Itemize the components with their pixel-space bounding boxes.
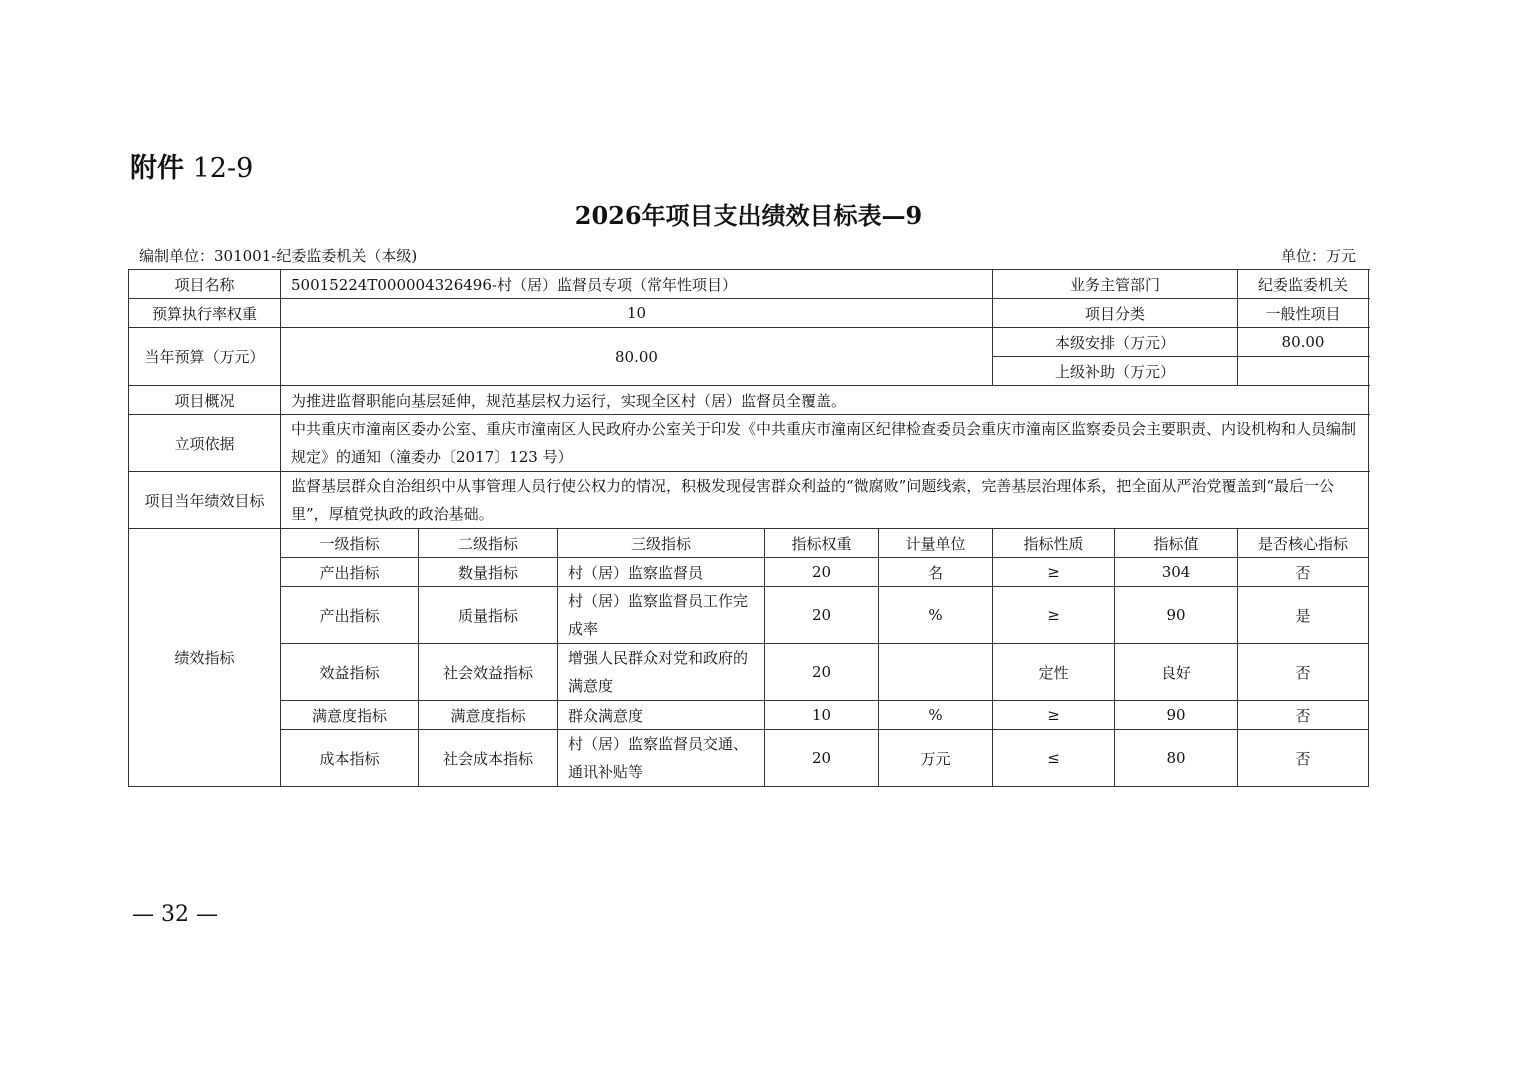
weight-value: 10 — [281, 299, 993, 328]
overview-value: 为推进监督职能向基层延伸，规范基层权力运行，实现全区村（居）监督员全覆盖。 — [281, 386, 1369, 415]
table-row — [129, 701, 1369, 730]
row-project-name — [129, 270, 1369, 299]
currency-unit: 单位：万元 — [1280, 247, 1356, 265]
value-cell: 90 — [1115, 701, 1238, 730]
weight-cell: 20 — [765, 587, 879, 644]
row-budget — [129, 328, 1369, 357]
perf-label: 绩效指标 — [129, 529, 281, 787]
basis-value: 中共重庆市潼南区委办公室、重庆市潼南区人民政府办公室关于印发《中共重庆市潼南区纪律检查委员会重庆市潼南区监察委员会主要职责、内设机构和人员编制规定》的通知（潼委办〔2017〕123 号） — [281, 415, 1369, 472]
project-name-label: 项目名称 — [129, 270, 281, 299]
core-cell: 否 — [1238, 558, 1369, 587]
attachment-heading — [130, 146, 253, 185]
value-cell: 90 — [1115, 587, 1238, 644]
nature-cell: 定性 — [993, 644, 1115, 701]
row-overview — [129, 386, 1369, 415]
table-row — [129, 730, 1369, 787]
row-weight — [129, 299, 1369, 328]
unit-cell — [879, 644, 993, 701]
value-cell: 良好 — [1115, 644, 1238, 701]
budget-value: 80.00 — [281, 328, 993, 386]
core-cell: 否 — [1238, 701, 1369, 730]
subsidy-label: 上级补助（万元） — [993, 357, 1238, 386]
goal-label: 项目当年绩效目标 — [129, 472, 281, 529]
level2-cell: 质量指标 — [419, 587, 558, 644]
value-cell: 80 — [1115, 730, 1238, 787]
nature-cell: ≥ — [993, 701, 1115, 730]
attachment-label: 附件 — [130, 153, 184, 184]
value-cell: 304 — [1115, 558, 1238, 587]
header-weight: 指标权重 — [765, 529, 879, 558]
weight-cell: 20 — [765, 730, 879, 787]
row-basis — [129, 415, 1369, 472]
nature-cell: ≥ — [993, 558, 1115, 587]
weight-label: 预算执行率权重 — [129, 299, 281, 328]
page-title: 2026年项目支出绩效目标表—9 — [574, 201, 923, 230]
level2-cell: 数量指标 — [419, 558, 558, 587]
nature-cell: ≥ — [993, 587, 1115, 644]
level2-cell: 社会成本指标 — [419, 730, 558, 787]
level1-cell: 成本指标 — [281, 730, 419, 787]
unit-cell: % — [879, 587, 993, 644]
local-value: 80.00 — [1238, 328, 1369, 357]
table-row — [129, 587, 1369, 644]
level1-cell: 产出指标 — [281, 587, 419, 644]
performance-table — [128, 269, 1369, 787]
header-unit: 计量单位 — [879, 529, 993, 558]
header-core: 是否核心指标 — [1238, 529, 1369, 558]
header-level1: 一级指标 — [281, 529, 419, 558]
unit-cell: % — [879, 701, 993, 730]
level1-cell: 产出指标 — [281, 558, 419, 587]
row-goal — [129, 472, 1369, 529]
dept-label: 业务主管部门 — [993, 270, 1238, 299]
level1-cell: 满意度指标 — [281, 701, 419, 730]
project-name-value: 50015224T000004326496-村（居）监督员专项（常年性项目） — [281, 270, 993, 299]
level1-cell: 效益指标 — [281, 644, 419, 701]
local-label: 本级安排（万元） — [993, 328, 1238, 357]
weight-cell: 10 — [765, 701, 879, 730]
weight-cell: 20 — [765, 558, 879, 587]
compiling-unit: 编制单位：301001-纪委监委机关（本级) — [139, 247, 418, 265]
category-value: 一般性项目 — [1238, 299, 1369, 328]
unit-cell: 名 — [879, 558, 993, 587]
header-level2: 二级指标 — [419, 529, 558, 558]
header-nature: 指标性质 — [993, 529, 1115, 558]
dept-value: 纪委监委机关 — [1238, 270, 1369, 299]
level3-cell: 村（居）监察监督员交通、通讯补贴等 — [558, 730, 765, 787]
overview-label: 项目概况 — [129, 386, 281, 415]
indicator-header-row — [129, 529, 1369, 558]
attachment-number: 12-9 — [192, 153, 254, 184]
goal-value: 监督基层群众自治组织中从事管理人员行使公权力的情况，积极发现侵害群众利益的“微腐败”问题线索，完善基层治理体系，把全面从严治党覆盖到“最后一公里”，厚植党执政的政治基础。 — [281, 472, 1369, 529]
level2-cell: 满意度指标 — [419, 701, 558, 730]
level3-cell: 村（居）监察监督员工作完成率 — [558, 587, 765, 644]
core-cell: 是 — [1238, 587, 1369, 644]
weight-cell: 20 — [765, 644, 879, 701]
table-row — [129, 644, 1369, 701]
basis-label: 立项依据 — [129, 415, 281, 472]
unit-cell: 万元 — [879, 730, 993, 787]
level3-cell: 增强人民群众对党和政府的满意度 — [558, 644, 765, 701]
category-label: 项目分类 — [993, 299, 1238, 328]
level3-cell: 群众满意度 — [558, 701, 765, 730]
level2-cell: 社会效益指标 — [419, 644, 558, 701]
budget-label: 当年预算（万元） — [129, 328, 281, 386]
level3-cell: 村（居）监察监督员 — [558, 558, 765, 587]
core-cell: 否 — [1238, 730, 1369, 787]
subsidy-value — [1238, 357, 1369, 386]
nature-cell: ≤ — [993, 730, 1115, 787]
page-number: — 32 — — [132, 902, 218, 927]
core-cell: 否 — [1238, 644, 1369, 701]
header-level3: 三级指标 — [558, 529, 765, 558]
header-value: 指标值 — [1115, 529, 1238, 558]
table-row — [129, 558, 1369, 587]
